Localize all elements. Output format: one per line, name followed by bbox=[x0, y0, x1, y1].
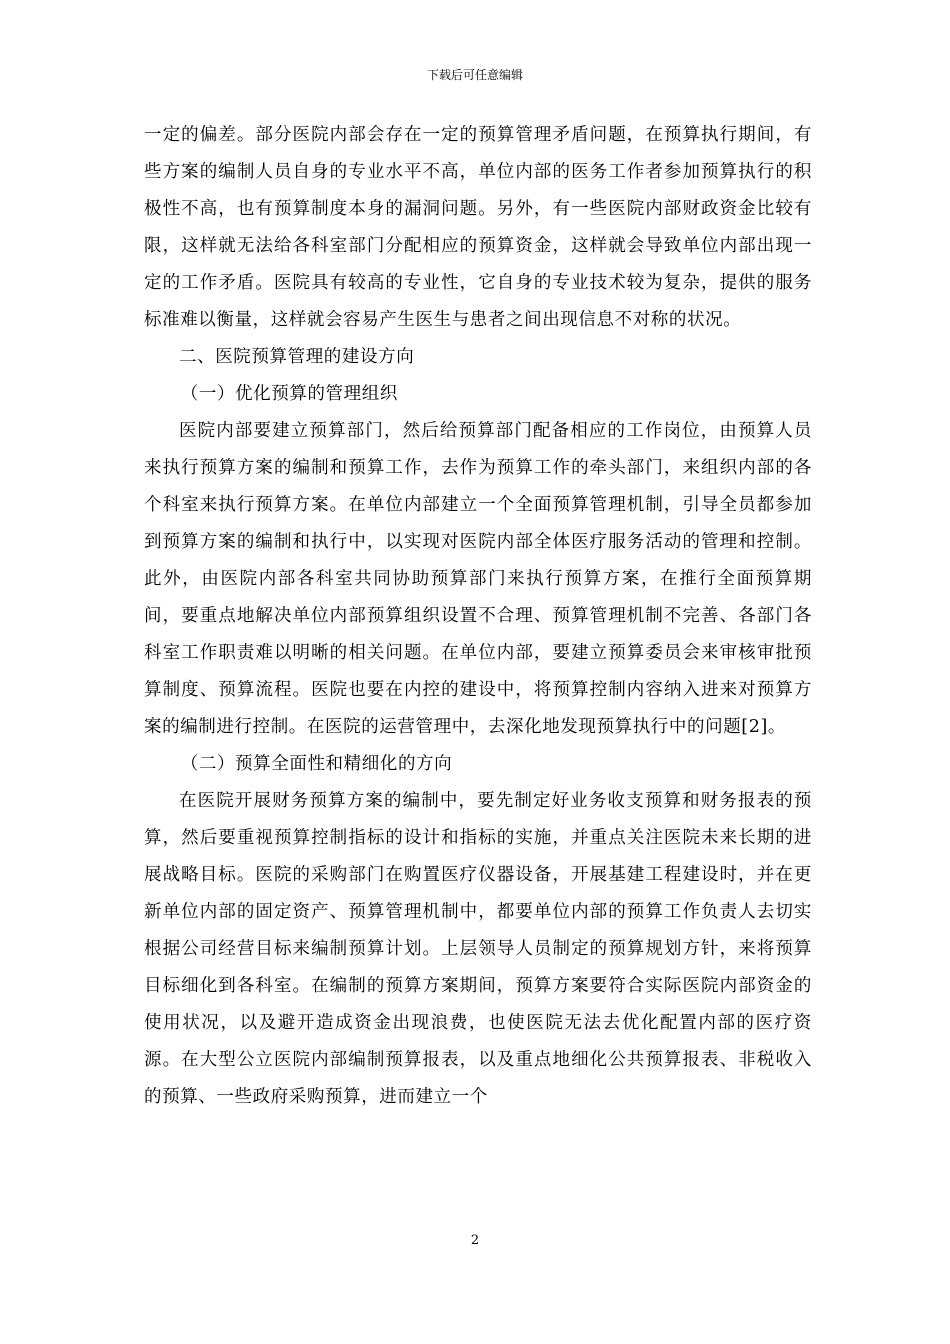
body-paragraph: 在医院开展财务预算方案的编制中，要先制定好业务收支预算和财务报表的预算，然后要重视预算控制指标的设计和指标的实施，并重点关注医院未来长期的进展战略目标。医院的采购部门在购置医疗仪器设备，开展基建工程建设时，并在更新单位内部的固定资产、预算管理机制中，都要单位内部的预算工作负责人去切实根据公司经营目标来编制预算计划。上层领导人员制定的预算规划方针，来将预算目标细化到各科室。在编制的预算方案期间，预算方案要符合实际医院内部资金的使用状况，以及避开造成资金出现浪费，也使医院无法去优化配置内部的医疗资源。在大型公立医院内部编制预算报表，以及重点地细化公共预算报表、非税收入的预算、一些政府采购预算，进而建立一个 bbox=[144, 791, 812, 1107]
document-body bbox=[144, 117, 812, 1116]
body-paragraph: 一定的偏差。部分医院内部会存在一定的预算管理矛盾问题，在预算执行期间，有些方案的编制人员自身的专业水平不高，单位内部的医务工作者参加预算执行的积极性不高，也有预算制度本身的漏洞问题。另外，有一些医院内部财政资金比较有限，这样就无法给各科室部门分配相应的预算资金，这样就会导致单位内部出现一定的工作矛盾。医院具有较高的专业性，它自身的专业技术较为复杂，提供的服务标准难以衡量，这样就会容易产生医生与患者之间出现信息不对称的状况。 bbox=[144, 125, 812, 330]
subsection-heading: （一）优化预算的管理组织 bbox=[180, 384, 398, 404]
page-header: 下载后可任意编辑 bbox=[426, 68, 523, 82]
subsection-heading: （二）预算全面性和精细化的方向 bbox=[180, 754, 453, 774]
page-number: 2 bbox=[470, 1233, 480, 1248]
body-paragraph: 医院内部要建立预算部门，然后给预算部门配备相应的工作岗位，由预算人员来执行预算方案的编制和预算工作，去作为预算工作的牵头部门，来组织内部的各个科室来执行预算方案。在单位内部建立一个全面预算管理机制，引导全员都参加到预算方案的编制和执行中，以实现对医院内部全体医疗服务活动的管理和控制。此外，由医院内部各科室共同协助预算部门来执行预算方案，在推行全面预算期间，要重点地解决单位内部预算组织设置不合理、预算管理机制不完善、各部门各科室工作职责难以明晰的相关问题。在单位内部，要建立预算委员会来审核审批预算制度、预算流程。医院也要在内控的建设中，将预算控制内容纳入进来对预算方案的编制进行控制。在医院的运营管理中，去深化地发现预算执行中的问题[2]。 bbox=[144, 421, 812, 737]
section-heading: 二、医院预算管理的建设方向 bbox=[179, 347, 415, 367]
